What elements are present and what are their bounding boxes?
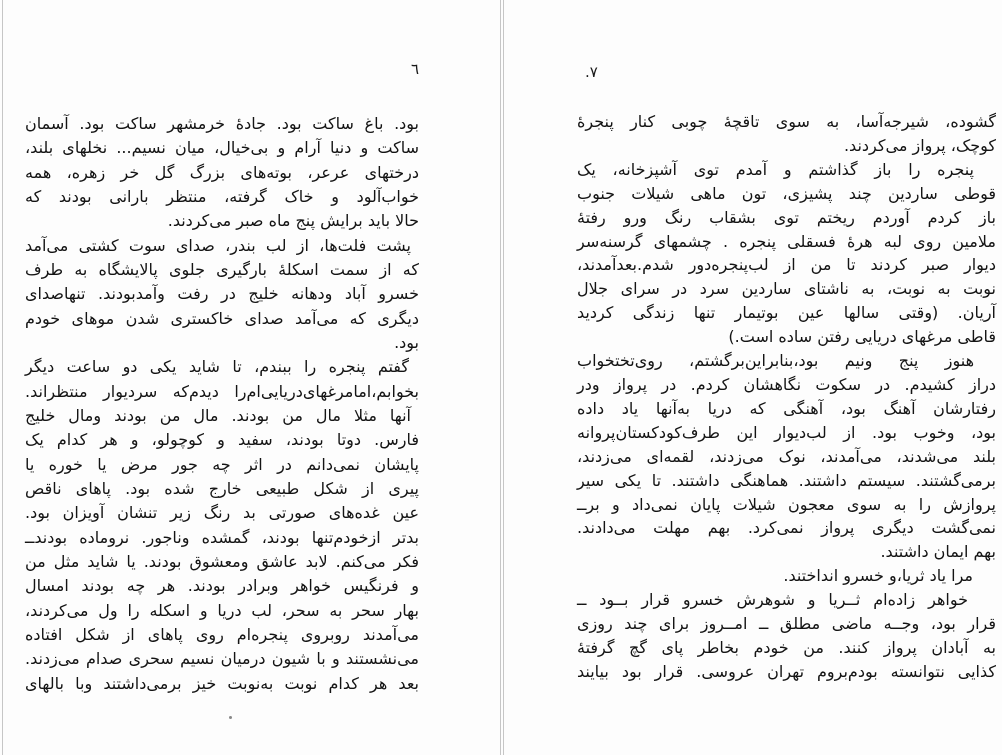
text-line: پیری از شکل طبیعی خارج شده بود. پاهای ناقص — [25, 478, 419, 498]
text-line: بود. — [394, 332, 419, 352]
text-line: هنوز پنج ونیم بود،بنابراین‌برگشتم، روی‌تختخواب — [577, 351, 974, 371]
text-line: که از سمت اسکلهٔ بارگیری جلوی پالایشگاه به طرف — [25, 259, 419, 279]
text-line: بود، وخوب بود. از لب‌دیوار این طرف‌کودکستان‌پروانه — [577, 422, 996, 442]
text-line: درختهای عرعر، بوته‌های بزرگ گل خر زهره، همه — [25, 162, 419, 182]
text-line: آریان. (وقتی سالها عین بوتیمار تنها زندگی کردید — [577, 303, 996, 323]
text-line: بود. باغ ساکت بود. جادهٔ خرمشهر ساکت بود. آسمان — [25, 114, 419, 133]
text-line: می‌آمدند روبروی پنجره‌ام روی پاهای از شکل افتاده — [25, 624, 419, 644]
text-line: قاطی مرغهای دریایی رفتن ساده است.) — [728, 327, 996, 347]
text-line: فکر می‌کنم. لابد عاشق ومعشوق بودند. یا شاید مثل من — [25, 551, 419, 571]
text-line: نوبت به نوبت، به ناشتای ساردین سرد در سرای جلال — [577, 279, 996, 299]
page-text-block-left — [25, 112, 419, 696]
text-line: برمی‌گشتند. سیستم داشتند. هماهنگی داشتند. تا یکی سیر — [577, 470, 996, 490]
text-line: پشت فلت‌ها، از لب بندر، صدای سوت کشتی می‌آمد — [25, 235, 411, 255]
text-line: ساکت و دنیا آرام و بی‌خیال، میان نسیم... نخلهای بلند، — [25, 138, 419, 158]
text-line: بهار سحر به سحر، لب دریا و اسکله را ول می‌کردند، — [25, 600, 419, 620]
text-line: پنجره را باز گذاشتم و آمدم توی آشپزخانه، یک — [577, 159, 974, 179]
text-line: نمی‌گشت دیگری پرواز نمی‌کرد. بهم مهلت می‌دادند. — [577, 518, 996, 538]
text-line: خواهر زاده‌ام ثــریا و شوهرش خسرو قرار بــود ــ — [577, 590, 968, 610]
text-line: و فرنگیس خواهر وبرادر بودند. هر چه بودند امسال — [25, 576, 419, 596]
text-line: قرار بود، وجــه ماضی مطلق ــ امــروز برای چند روزی — [577, 614, 996, 634]
text-line: بخوابم،امامرغهای‌دریایی‌ام‌را دیدم‌که سردیوار منتظراند. — [25, 381, 419, 401]
page-number-right: ٧. — [585, 63, 598, 81]
text-line: بدتر ازخودم‌تنها بودند، گمشده وناجور. نروماده بودندــ — [25, 527, 419, 547]
text-line: بهم ایمان داشتند. — [880, 542, 996, 562]
text-line: کوچک، پرواز می‌کردند. — [843, 135, 996, 155]
text-line: خواب‌آلود و خاک گرفته، منتظر بارانی بودند که — [25, 186, 419, 206]
text-line: بلند می‌شدند، می‌آمدند، نوک می‌زدند، لقمه‌ای می‌زدند، — [577, 446, 996, 466]
text-line: گفتم پنجره را ببندم، تا شاید یکی دو ساعت دیگر — [25, 357, 409, 377]
text-line: حالا باید برایش پنج ماه صبر می‌کردند. — [167, 211, 419, 231]
text-line: آنها مثلا مال من بودند. مال من بودند ومال خلیج — [25, 405, 411, 425]
page-text-block-right — [577, 110, 996, 684]
text-line: عین غده‌های صورتی بد رنگ زیر تنشان آویزان بود. — [25, 503, 419, 523]
text-line: به آبادان پرواز کنند. من خودم بخاطر پای گچ گرفتهٔ — [577, 637, 996, 657]
text-line: دیوار صبر کردند تا من از لب‌پنجره‌دور شدم.بعدآمدند، — [577, 255, 996, 275]
text-line: قوطی ساردین چند پشیزی، تون ماهی شیلات جنوب — [577, 183, 996, 203]
text-line: می‌نشستند و با شیون درمیان نسیم سحری صدام می‌زدند. — [25, 649, 419, 669]
text-line: مرا یاد ثریا،و خسرو انداختند. — [783, 566, 973, 586]
text-line: گشوده، شیرجه‌آسا، به سوی تاقچهٔ چوبی کنار پنجرهٔ — [577, 112, 996, 131]
text-line: بعد هر کدام نوبت به‌نوبت خیز برمی‌داشتند وبا بالهای — [25, 673, 419, 693]
text-line: ملامین روی لبه هرهٔ فسقلی پنجره . چشمهای گرسنه‌سر — [577, 231, 996, 251]
text-line: دراز کشیدم. در سکوت نگاهشان کردم. در پرواز ودر — [577, 374, 996, 394]
text-line: کذایی نتوانسته بودم‌بروم تهران عروسی. قرار بود بیایند — [577, 661, 996, 681]
page-spine-line-left — [500, 0, 501, 755]
text-line: باز کردم آوردم ریختم توی بشقاب رنگ ورو رفتهٔ — [577, 207, 996, 227]
text-line: فارس. دوتا بودند، سفید و کوچولو، و هر کدام یک — [25, 430, 419, 450]
scan-artifact-dot — [229, 716, 232, 719]
text-line: پایشان نمی‌دانم در اثر چه جور مرض یا خوره یا — [25, 454, 419, 474]
page-number-left: ٦ — [410, 60, 419, 78]
text-line: رفتارشان آهنگ بود، آهنگی که دریا به‌آنها یاد داده — [577, 398, 996, 418]
text-line: دیگری که می‌آمد صدای خاکستری شدن موهای خودم — [25, 308, 419, 328]
text-line: خسرو آباد ودهانه خلیج در رفت وآمدبودند. تنهاصدای — [25, 284, 419, 304]
text-line: پروازش را به سوی معجون شیلات پایان نمی‌داد و برــ — [577, 494, 996, 514]
